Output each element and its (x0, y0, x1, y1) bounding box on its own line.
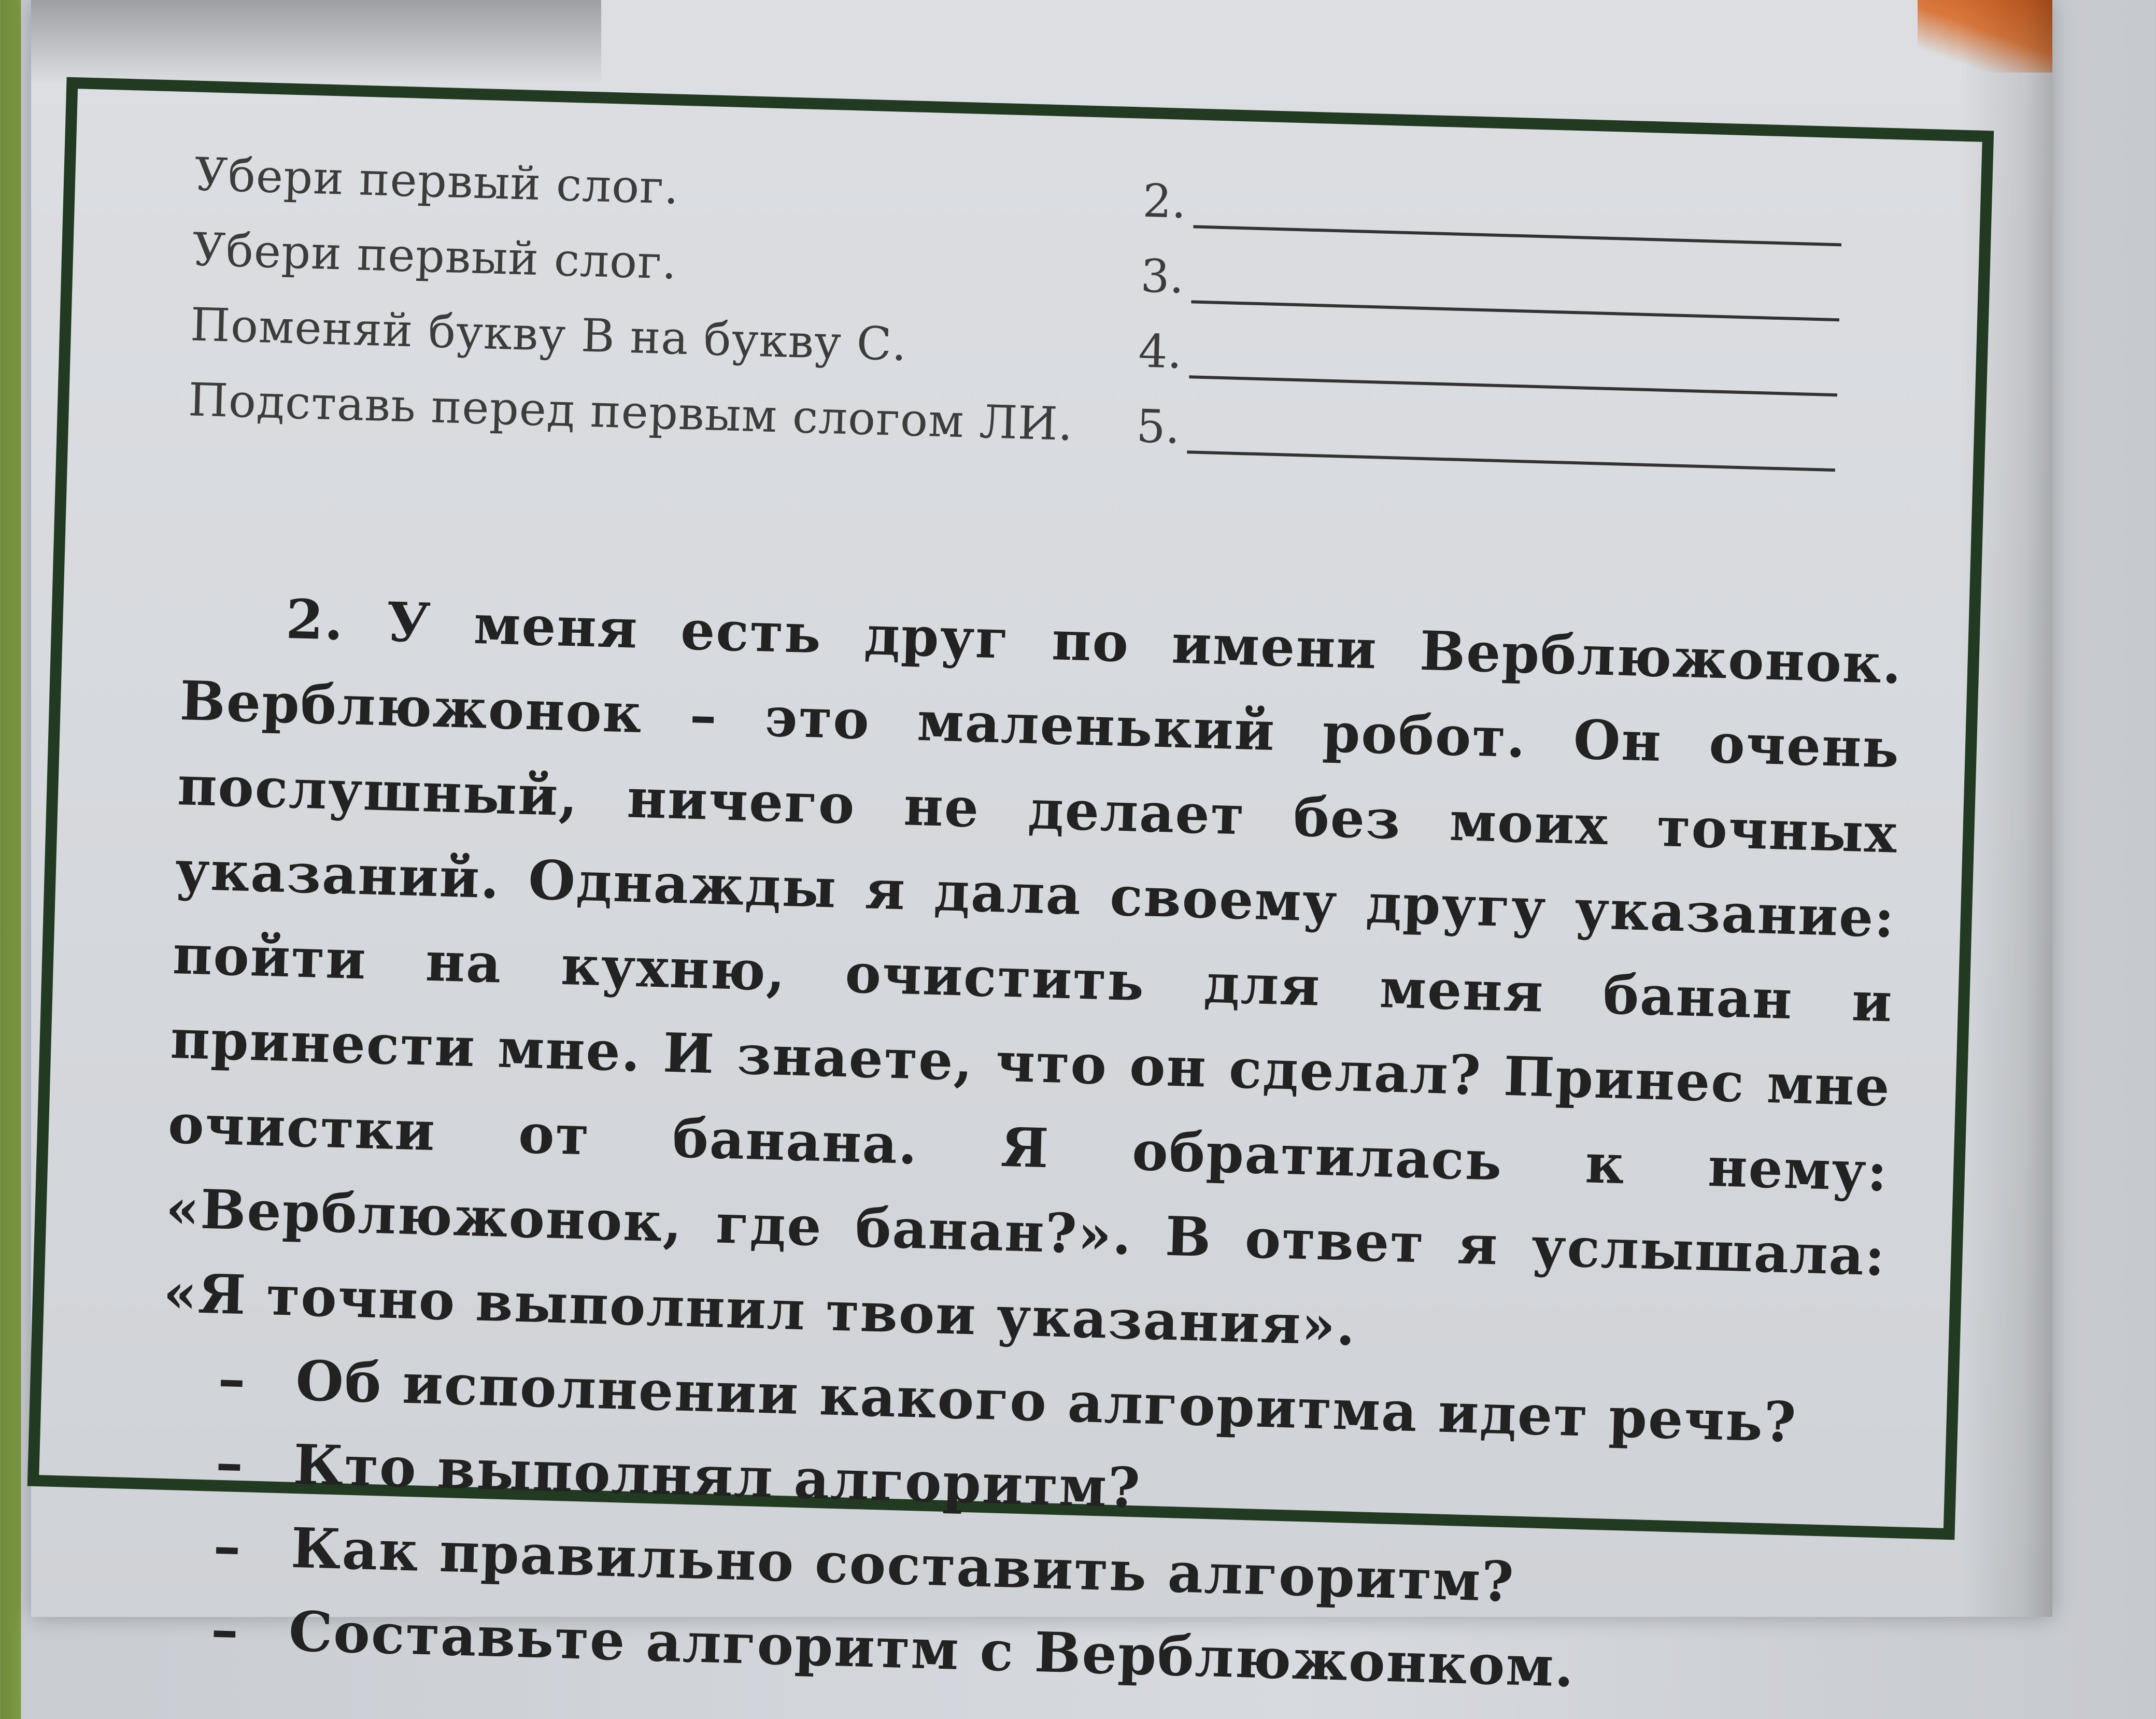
word-puzzle (186, 149, 1918, 542)
answer-line (1142, 176, 1842, 246)
indent (182, 635, 286, 638)
page-shadow (31, 0, 601, 83)
dash-marker: – (210, 1596, 240, 1662)
dash-marker: – (217, 1346, 248, 1412)
answer-number: 2. (1142, 174, 1187, 229)
answer-number: 5. (1136, 399, 1181, 454)
answer-blank (1193, 188, 1842, 246)
task-paragraph (162, 574, 1904, 1383)
answer-blank (1187, 413, 1836, 472)
task-text: У меня есть друг по имени Верблюжонок. Верблюжонок – это маленький робот. Он очень послушный, ничего не делает без моих точных указаний. Однажды я дала своему другу указание: пойти на кухню, очистить для меня банан и принести мне. И знаете, что он сделал? Принес мне очистки от банана. Я обратилась к нему: «Верблюжонок, где банан?». В ответ я услышала: «Я точно выполнил твои указания». (162, 590, 1904, 1358)
question-text: Кто выполнял алгоритм? (292, 1431, 1142, 1521)
question-text: Составьте алгоритм с Верблюжонком. (288, 1598, 1576, 1699)
puzzle-instruction: Убери первый слог. (194, 147, 680, 215)
dash-marker: – (215, 1429, 245, 1495)
answer-blank (1191, 263, 1840, 321)
puzzle-instruction: Поменяй букву В на букву С. (190, 297, 908, 372)
question-text: Как правильно составить алгоритм? (290, 1515, 1516, 1614)
question-list (153, 1335, 1882, 1717)
answer-number: 4. (1138, 324, 1183, 379)
task-2 (153, 574, 1904, 1717)
puzzle-instruction: Подставь перед первым слогом ЛИ. (187, 373, 1074, 451)
dash-marker: – (212, 1513, 243, 1579)
question-text: Об исполнении какого алгоритма идет речь? (294, 1348, 1798, 1455)
exercise-frame (27, 77, 1994, 1699)
puzzle-instruction: Убери первый слог. (192, 222, 678, 290)
answer-number: 3. (1140, 249, 1185, 304)
answer-blank (1189, 338, 1838, 396)
task-number: 2. (285, 587, 345, 652)
